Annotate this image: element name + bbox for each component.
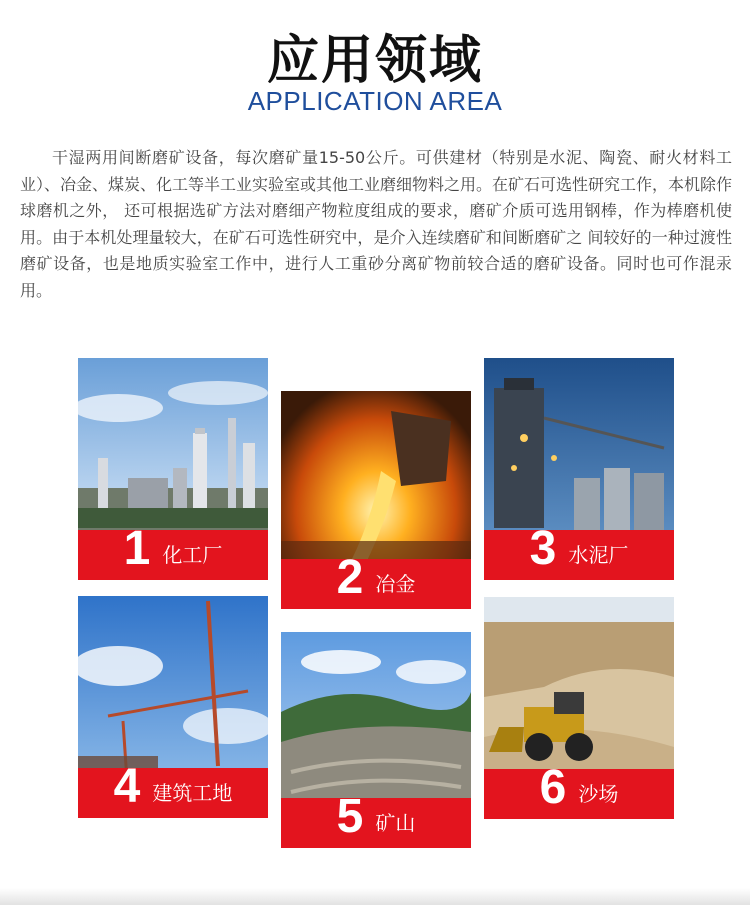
area-number: 2 bbox=[336, 551, 364, 604]
area-label: 建筑工地 bbox=[152, 781, 233, 805]
area-label: 化工厂 bbox=[162, 543, 223, 567]
area-card-construction-site bbox=[78, 596, 268, 818]
area-card-chemical-plant bbox=[78, 358, 268, 580]
area-number: 3 bbox=[529, 522, 557, 575]
area-banner bbox=[484, 761, 674, 819]
area-label: 冶金 bbox=[375, 572, 416, 596]
area-card-mine bbox=[281, 632, 471, 848]
page-title: 应用领域 bbox=[266, 31, 483, 91]
description-text: 干湿两用间断磨矿设备，每次磨矿量15-50公斤。可供建材（特别是水泥、陶瓷、耐火材料工业）、冶金、煤炭、化工等半工业实验室或其他工业磨细物料之用。在矿石可选性研究工作，本机除作球磨机之外， 还可根据选矿方法对磨细产物粒度组成的要求，磨矿介质可选用钢棒，作为棒磨机使用。由于本机处理量较大，在矿石可选性研究中，是介入连续磨矿和间断磨矿之 间较好的一种过渡性磨矿设备，也是地质实验室工作中，进行人工重砂分离矿物前较合适的磨矿设备。同时也可作混汞用。 bbox=[20, 148, 733, 300]
area-label: 矿山 bbox=[375, 811, 416, 835]
area-number: 1 bbox=[123, 522, 151, 575]
area-number: 6 bbox=[539, 761, 567, 814]
area-label: 沙场 bbox=[578, 782, 619, 806]
area-number: 4 bbox=[113, 760, 141, 813]
area-card-cement-plant bbox=[484, 358, 674, 580]
area-label: 水泥厂 bbox=[568, 543, 629, 567]
area-card-sand-field bbox=[484, 597, 674, 819]
area-card-metallurgy bbox=[281, 391, 471, 609]
bottom-divider bbox=[0, 888, 750, 905]
area-banner bbox=[78, 522, 268, 580]
area-banner bbox=[78, 760, 268, 818]
area-number: 5 bbox=[336, 790, 364, 843]
area-banner bbox=[281, 551, 471, 609]
area-banner bbox=[281, 790, 471, 848]
page-subtitle: APPLICATION AREA bbox=[247, 86, 503, 116]
area-banner bbox=[484, 522, 674, 580]
